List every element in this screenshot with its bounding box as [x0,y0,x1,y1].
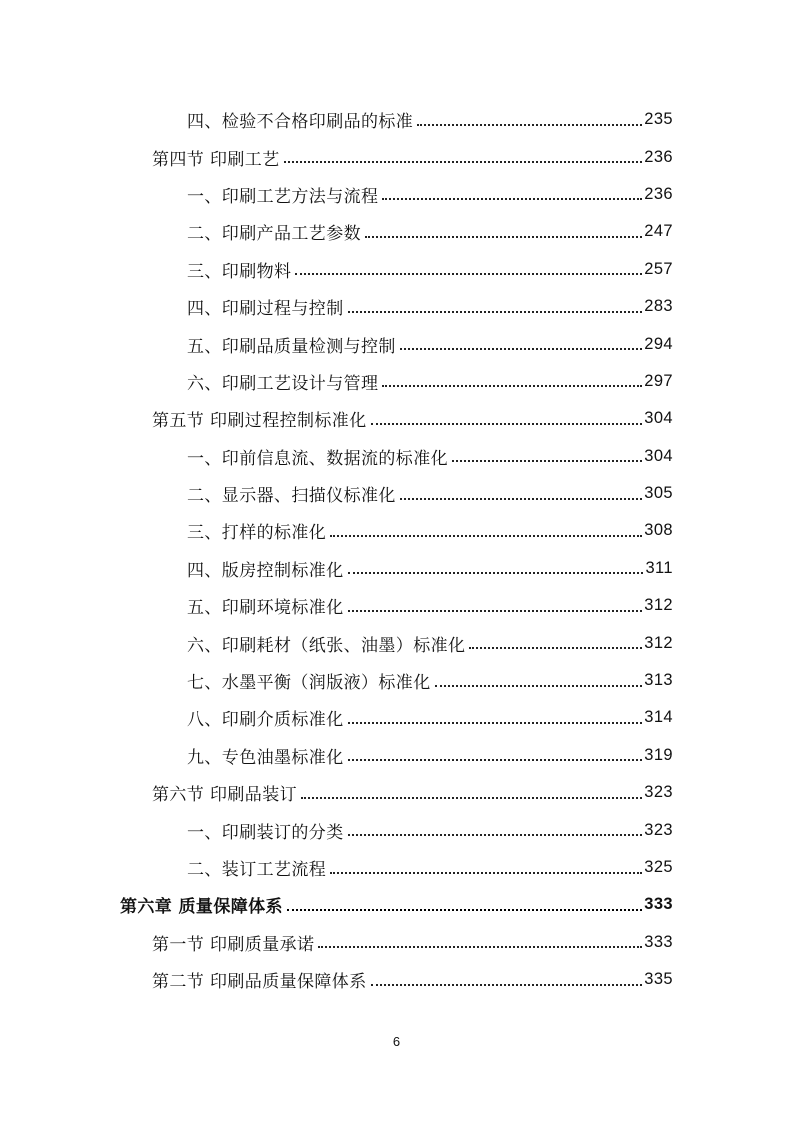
toc-entry-title: 四、版房控制标准化 [187,560,344,581]
toc-entry[interactable] [187,101,673,138]
toc-entry-page: 323 [644,783,673,802]
toc-entry-title: 九、专色油墨标准化 [187,747,344,768]
toc-entry-title: 五、印刷环境标准化 [187,598,344,619]
toc-entry-title: 七、水墨平衡（润版液）标准化 [187,673,431,694]
toc-entry-title: 三、打样的标准化 [187,523,327,544]
toc-entry[interactable] [187,325,673,362]
toc-entry[interactable] [187,587,673,624]
toc-entry-title: 八、印刷介质标准化 [187,710,344,731]
toc-entry-title: 一、印前信息流、数据流的标准化 [187,448,448,469]
toc-entry-page: 325 [644,858,673,876]
toc-entry-title: 第一节 印刷质量承诺 [152,934,315,955]
dot-leader [348,834,643,836]
toc-entry-title: 第四节 印刷工艺 [152,149,280,170]
toc-entry-page: 312 [644,633,673,652]
dot-leader [382,385,642,387]
toc-entry[interactable] [152,961,673,998]
toc-entry[interactable] [187,438,673,475]
toc-entry[interactable] [187,288,673,325]
toc-entry[interactable] [187,699,673,736]
toc-entry-title: 一、印刷工艺方法与流程 [187,186,379,207]
toc-entry-title: 第五节 印刷过程控制标准化 [152,411,367,432]
dot-leader [318,946,642,948]
dot-leader [452,460,642,462]
dot-leader [301,797,642,799]
toc-entry[interactable] [152,924,673,961]
toc-entry-page: 236 [644,184,673,203]
toc-entry-page: 297 [644,371,673,390]
toc-entry-page: 335 [644,970,673,989]
toc-entry[interactable] [152,400,673,437]
toc-entry-page: 323 [644,820,673,839]
toc-entry-title: 二、显示器、扫描仪标准化 [187,486,396,507]
dot-leader [295,273,642,275]
toc-entry-title: 三、印刷物料 [187,261,292,282]
toc-entry[interactable] [187,213,673,250]
toc-entry[interactable] [187,475,673,512]
dot-leader [330,872,642,874]
dot-leader [348,311,643,313]
toc-entry-title: 第六章 质量保障体系 [120,897,283,918]
toc-entry-page: 257 [644,259,673,278]
toc-entry[interactable] [187,811,673,848]
dot-leader [382,198,642,200]
dot-leader [287,909,642,911]
toc-entry-title: 二、装订工艺流程 [187,860,327,880]
page-number: 6 [392,1034,401,1049]
toc-entry-title: 六、印刷工艺设计与管理 [187,373,379,394]
dot-leader [348,759,643,761]
toc-entry[interactable] [187,662,673,699]
toc-chapter-entry[interactable] [120,886,673,923]
toc-entry-page: 333 [644,895,673,914]
dot-leader [348,722,643,724]
dot-leader [400,498,642,500]
toc-entry-page: 313 [644,671,673,690]
toc-entry[interactable] [187,176,673,213]
toc-entry[interactable] [187,849,673,886]
toc-entry[interactable] [187,363,673,400]
toc-entry[interactable] [152,774,673,811]
toc-entry[interactable] [187,550,673,587]
toc-entry-title: 四、印刷过程与控制 [187,299,344,320]
toc-entry[interactable] [187,251,673,288]
toc-entry-page: 283 [644,297,673,316]
dot-leader [400,348,642,350]
dot-leader [365,236,642,238]
toc-entry-page: 319 [644,745,673,764]
dot-leader [469,647,642,649]
toc-entry-page: 304 [644,446,673,465]
toc-entry-title: 第六节 印刷品装订 [152,785,298,806]
toc-entry-title: 二、印刷产品工艺参数 [187,224,361,245]
toc-entry-page: 333 [644,932,673,951]
toc-entry-page: 304 [644,409,673,428]
table-of-contents [0,101,793,998]
toc-entry[interactable] [152,138,673,175]
toc-entry-title: 第二节 印刷品质量保障体系 [152,972,367,993]
toc-entry-page: 312 [644,596,673,615]
toc-entry-page: 235 [644,110,673,129]
toc-entry[interactable] [187,624,673,661]
toc-entry-page: 236 [644,147,673,166]
dot-leader [371,423,643,425]
toc-entry-title: 六、印刷耗材（纸张、油墨）标准化 [187,635,466,656]
toc-entry-page: 305 [644,484,673,503]
toc-entry[interactable] [187,737,673,774]
toc-entry-title: 五、印刷品质量检测与控制 [187,336,396,357]
toc-entry-page: 247 [644,222,673,241]
toc-entry-page: 314 [644,708,673,727]
dot-leader [348,610,643,612]
toc-entry-page: 294 [644,334,673,353]
toc-entry[interactable] [187,512,673,549]
dot-leader [284,161,643,163]
toc-entry-title: 四、检验不合格印刷品的标准 [187,112,414,133]
dot-leader [417,124,642,126]
toc-entry-title: 一、印刷装订的分类 [187,822,344,843]
dot-leader [330,535,642,537]
dot-leader [348,572,644,574]
dot-leader [435,685,643,687]
toc-entry-page: 311 [645,558,673,577]
toc-entry-page: 308 [644,521,673,540]
dot-leader [371,984,643,986]
